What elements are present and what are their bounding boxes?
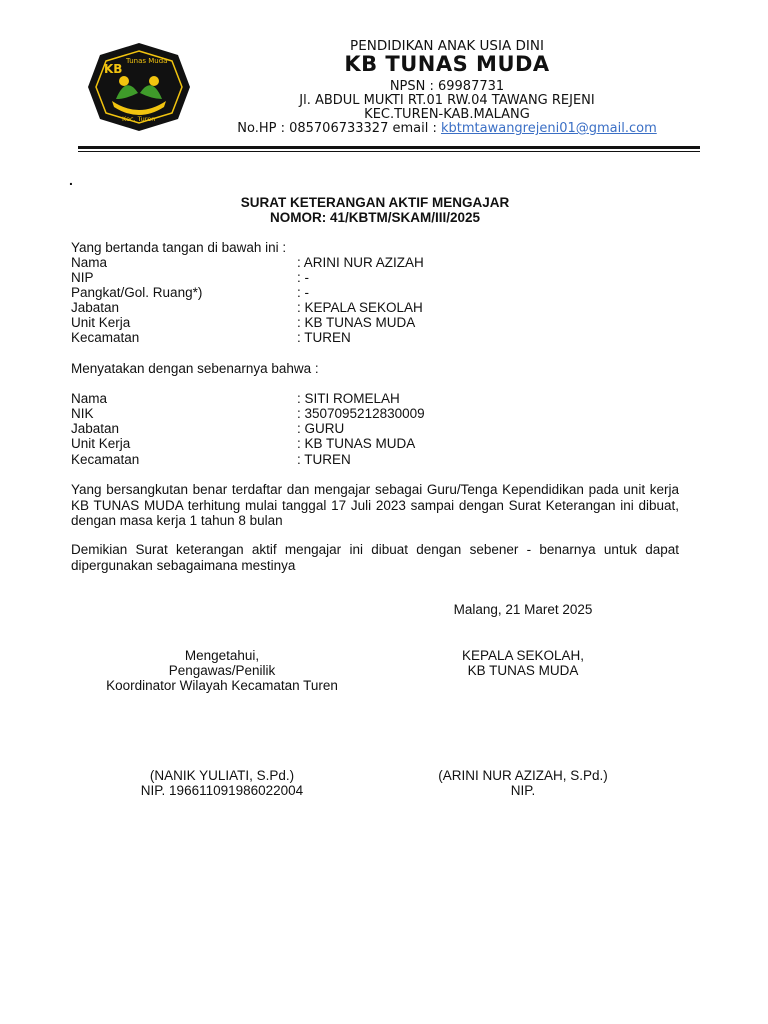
svg-text:Tunas Muda: Tunas Muda: [126, 57, 168, 65]
header-rule-thin: [78, 151, 700, 152]
left-sign-line3: Koordinator Wilayah Kecamatan Turen: [106, 678, 338, 693]
statement-text: Menyatakan dengan sebenarnya bahwa :: [71, 361, 319, 376]
signer-value-name: : ARINI NUR AZIZAH: [297, 255, 424, 270]
letter-title: SURAT KETERANGAN AKTIF MENGAJAR: [240, 195, 510, 210]
subject-value-nik: : 3507095212830009: [297, 406, 425, 421]
signer-label-name: Nama: [71, 255, 108, 270]
subject-value-district: : TUREN: [297, 452, 351, 467]
signer-label-nip: NIP: [71, 270, 94, 285]
header-rule-thick: [78, 146, 700, 149]
npsn: NPSN : 69987731: [389, 79, 505, 94]
left-sign-nip: NIP. 196611091986022004: [140, 783, 304, 798]
subject-label-position: Jabatan: [71, 421, 120, 436]
bullet-mark: .: [69, 172, 73, 188]
left-sign-line2: Pengawas/Penilik: [168, 663, 276, 678]
subject-value-name: : SITI ROMELAH: [297, 391, 400, 406]
subject-label-name: Nama: [71, 391, 108, 406]
right-sign-name: (ARINI NUR AZIZAH, S.Pd.): [438, 768, 608, 783]
school-logo: [86, 41, 192, 133]
school-name: KB TUNAS MUDA: [344, 52, 550, 76]
phone-label: No.HP : 085706733327 email :: [237, 121, 441, 136]
signer-value-unit: : KB TUNAS MUDA: [297, 315, 416, 330]
signer-label-position: Jabatan: [71, 300, 120, 315]
address: Jl. ABDUL MUKTI RT.01 RW.04 TAWANG REJENI: [299, 93, 595, 108]
subject-label-nik: NIK: [71, 406, 94, 421]
contact-line: [222, 121, 672, 136]
email-link[interactable]: kbtmtawangrejeni01@gmail.com: [440, 121, 657, 136]
svg-text:Kec. Turen: Kec. Turen: [122, 115, 156, 123]
signer-label-unit: Unit Kerja: [71, 315, 131, 330]
right-sign-line2: KB TUNAS MUDA: [467, 663, 579, 678]
svg-text:KB: KB: [104, 62, 123, 76]
header-line1: PENDIDIKAN ANAK USIA DINI: [350, 38, 544, 54]
signer-value-nip: : -: [297, 270, 309, 285]
subject-label-district: Kecamatan: [71, 452, 140, 467]
signer-label-district: Kecamatan: [71, 330, 140, 345]
right-sign-nip: NIP.: [510, 783, 536, 798]
signer-value-district: : TUREN: [297, 330, 351, 345]
intro-text: Yang bertanda tangan di bawah ini :: [71, 240, 287, 255]
letter-number: NOMOR: 41/KBTM/SKAM/III/2025: [269, 210, 481, 225]
subject-value-position: : GURU: [297, 421, 345, 436]
subject-label-unit: Unit Kerja: [71, 436, 131, 451]
left-sign-name: (NANIK YULIATI, S.Pd.): [149, 768, 295, 783]
right-sign-line1: KEPALA SEKOLAH,: [461, 648, 585, 663]
signer-value-rank: : -: [297, 285, 309, 300]
signer-value-position: : KEPALA SEKOLAH: [297, 300, 423, 315]
closing-paragraph: Demikian Surat keterangan aktif mengajar ini dibuat dengan sebener - benarnya untuk dapat dipergunakan sebagaimana mestinya: [71, 542, 679, 573]
signer-label-rank: Pangkat/Gol. Ruang*): [71, 285, 203, 300]
left-sign-line1: Mengetahui,: [184, 648, 260, 663]
place-date: Malang, 21 Maret 2025: [453, 602, 593, 617]
district: KEC.TUREN-KAB.MALANG: [364, 107, 530, 122]
subject-value-unit: : KB TUNAS MUDA: [297, 436, 416, 451]
body-paragraph: Yang bersangkutan benar terdaftar dan mengajar sebagai Guru/Tenga Kependidikan pada unit kerja KB TUNAS MUDA terhitung mulai tanggal 17 Juli 2023 sampai dengan Surat Keterangan ini dibuat, dengan masa kerja 1 tahun 8 bulan: [71, 482, 679, 528]
